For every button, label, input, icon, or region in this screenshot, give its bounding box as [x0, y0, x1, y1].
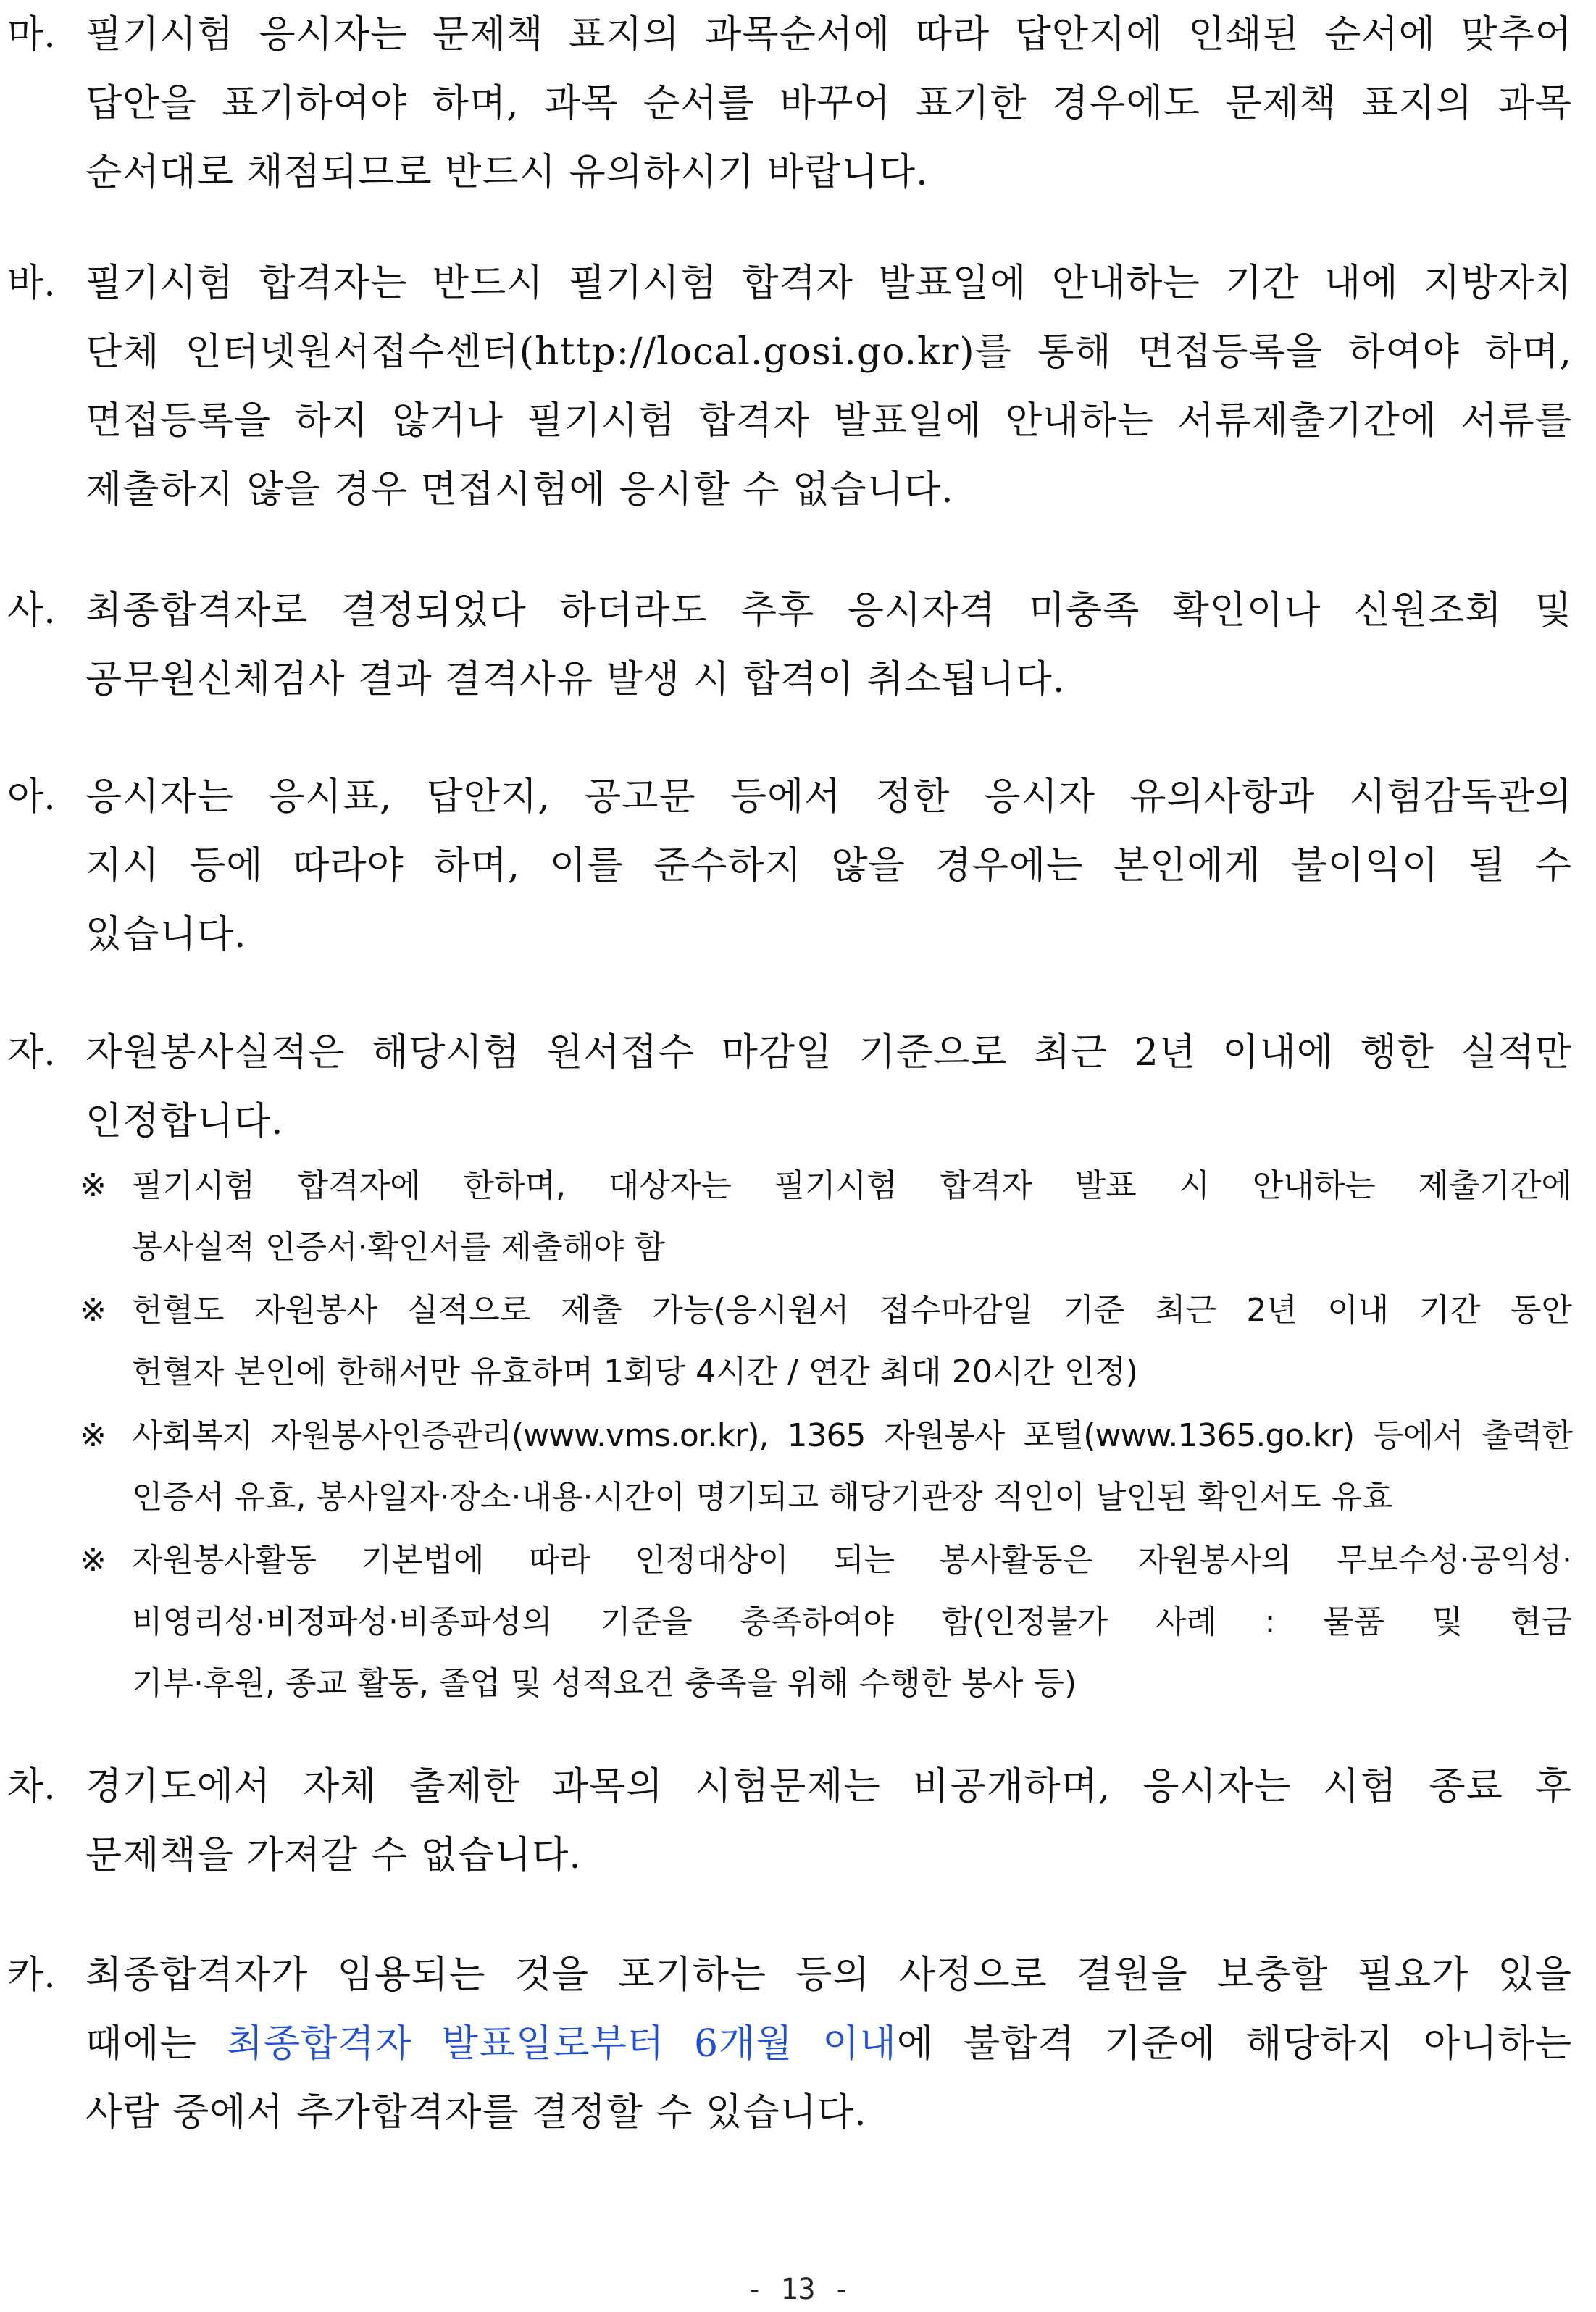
note-marker: ※	[80, 1292, 106, 1329]
note-line: 사회복지 자원봉사인증관리(www.vms.or.kr), 1365 자원봉사 포털(www.1365.go.kr) 등에서 출력한	[132, 1417, 1572, 1454]
paragraph-line: 필기시험 응시자는 문제책 표지의 과목순서에 따라 답안지에 인쇄된 순서에 맞추어	[85, 13, 1572, 57]
section-marker: 마.	[7, 13, 56, 57]
note-marker: ※	[80, 1167, 106, 1204]
section-marker: 차.	[7, 1765, 56, 1808]
section-marker: 자.	[7, 1031, 56, 1074]
paragraph-line: 최종합격자로 결정되었다 하더라도 추후 응시자격 미충족 확인이나 신원조회 및	[85, 589, 1572, 633]
line-text-after: 에 불합격 기준에 해당하지 아니하는	[896, 2022, 1572, 2066]
line-text-before: 때에는	[85, 2022, 227, 2066]
paragraph-line: 면접등록을 하지 않거나 필기시험 합격자 발표일에 안내하는 서류제출기간에 서류를	[85, 399, 1572, 443]
note-line: 자원봉사활동 기본법에 따라 인정대상이 되는 봉사활동은 자원봉사의 무보수성·공익성·	[132, 1542, 1572, 1579]
paragraph-line: 공무원신체검사 결과 결격사유 발생 시 합격이 취소됩니다.	[85, 658, 1066, 701]
paragraph-line: 제출하지 않을 경우 면접시험에 응시할 수 없습니다.	[85, 468, 954, 512]
note-line: 필기시험 합격자에 한하며, 대상자는 필기시험 합격자 발표 시 안내하는 제출기간에	[132, 1167, 1572, 1204]
paragraph-line: 답안을 표기하여야 하며, 과목 순서를 바꾸어 표기한 경우에도 문제책 표지의 과목	[85, 82, 1572, 125]
section-marker: 아.	[7, 775, 56, 819]
paragraph-line: 문제책을 가져갈 수 없습니다.	[85, 1834, 582, 1877]
paragraph-line: 사람 중에서 추가합격자를 결정할 수 있습니다.	[85, 2091, 867, 2134]
section-marker: 사.	[7, 589, 56, 633]
note-line: 봉사실적 인증서·확인서를 제출해야 함	[132, 1229, 666, 1266]
paragraph-line: 단체 인터넷원서접수센터(http://local.gosi.go.kr)를 통해 면접등록을 하여야 하며,	[85, 330, 1572, 374]
section-marker: 카.	[7, 1953, 56, 1997]
note-marker: ※	[80, 1417, 106, 1454]
paragraph-line: 자원봉사실적은 해당시험 원서접수 마감일 기준으로 최근 2년 이내에 행한 실적만	[85, 1031, 1572, 1074]
paragraph-line: 최종합격자가 임용되는 것을 포기하는 등의 사정으로 결원을 보충할 필요가 있을	[85, 1953, 1572, 1997]
note-line: 인증서 유효, 봉사일자·장소·내용·시간이 명기되고 해당기관장 직인이 날인된 확인서도 유효	[132, 1479, 1393, 1516]
note-marker: ※	[80, 1542, 106, 1579]
note-line: 기부·후원, 종교 활동, 졸업 및 성적요건 충족을 위해 수행한 봉사 등)	[132, 1665, 1077, 1702]
paragraph-line-highlighted	[85, 2009, 1572, 2079]
note-line: 헌혈자 본인에 한해서만 유효하며 1회당 4시간 / 연간 최대 20시간 인정)	[132, 1353, 1138, 1390]
note-line: 비영리성·비정파성·비종파성의 기준을 충족하여야 함(인정불가 사례 : 물품 및 현금	[132, 1603, 1572, 1640]
paragraph-line: 지시 등에 따라야 하며, 이를 준수하지 않을 경우에는 본인에게 불이익이 될 수	[85, 844, 1572, 888]
paragraph-line: 인정합니다.	[85, 1100, 284, 1143]
paragraph-line: 있습니다.	[85, 913, 247, 956]
paragraph-line: 순서대로 채점되므로 반드시 유의하시기 바랍니다.	[85, 151, 929, 194]
note-line: 헌혈도 자원봉사 실적으로 제출 가능(응시원서 접수마감일 기준 최근 2년 이내 기간 동안	[132, 1292, 1572, 1329]
page-number: - 13 -	[745, 2273, 851, 2306]
paragraph-line: 경기도에서 자체 출제한 과목의 시험문제는 비공개하며, 응시자는 시험 종료 후	[85, 1765, 1572, 1808]
paragraph-line: 필기시험 합격자는 반드시 필기시험 합격자 발표일에 안내하는 기간 내에 지방자치	[85, 262, 1572, 305]
section-marker: 바.	[7, 262, 56, 305]
highlighted-deadline-text: 최종합격자 발표일로부터 6개월 이내	[226, 2022, 897, 2066]
paragraph-line: 응시자는 응시표, 답안지, 공고문 등에서 정한 응시자 유의사항과 시험감독관의	[85, 775, 1572, 819]
